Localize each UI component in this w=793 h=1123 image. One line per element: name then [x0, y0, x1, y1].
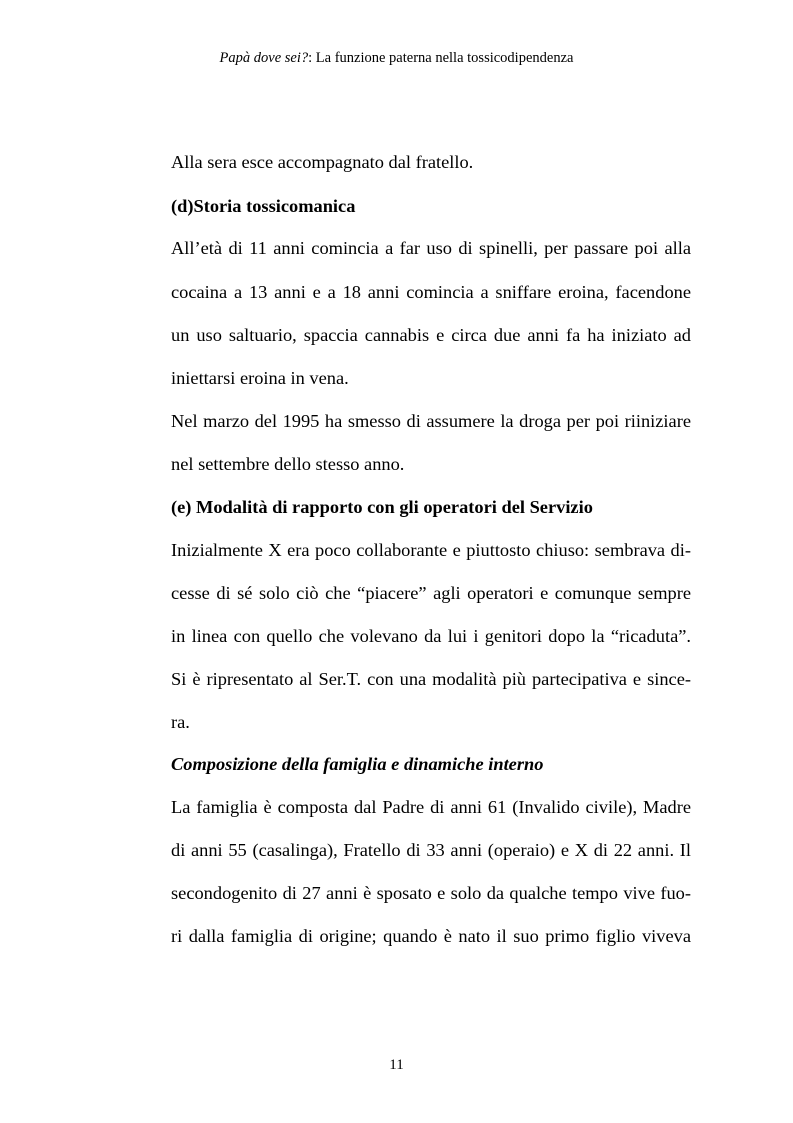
section-heading-storia-tossicomanica: (d)Storia tossicomanica [171, 196, 356, 216]
body-line: La famiglia è composta dal Padre di anni 61 (Invalido civile), Madre [171, 797, 691, 817]
body-line: Alla sera esce accompagnato dal fratello. [171, 152, 474, 172]
body-line: cesse di sé solo ciò che “piacere” agli operatori e comunque sempre [171, 583, 691, 603]
body-line: Nel marzo del 1995 ha smesso di assumere la droga per poi riiniziare [171, 411, 691, 431]
body-line: Inizialmente X era poco collaborante e piuttosto chiuso: sembrava di- [171, 540, 691, 560]
body-line: ri dalla famiglia di origine; quando è nato il suo primo figlio viveva [171, 926, 691, 946]
body-line: ra. [171, 712, 190, 732]
body-line: Si è ripresentato al Ser.T. con una modalità più partecipativa e since- [171, 669, 691, 689]
running-header-subtitle: : La funzione paterna nella tossicodipendenza [308, 50, 574, 66]
running-header-title: Papà dove sei? [219, 50, 309, 66]
running-header [0, 49, 793, 67]
body-line: secondogenito di 27 anni è sposato e solo da qualche tempo vive fuo- [171, 883, 691, 903]
body-line: cocaina a 13 anni e a 18 anni comincia a sniffare eroina, facendone [171, 282, 691, 302]
body-line: nel settembre dello stesso anno. [171, 454, 405, 474]
page-number: 11 [389, 1057, 404, 1073]
body-line: di anni 55 (casalinga), Fratello di 33 anni (operaio) e X di 22 anni. Il [171, 840, 691, 860]
body-line: un uso saltuario, spaccia cannabis e circa due anni fa ha iniziato ad [171, 325, 691, 345]
body-line: in linea con quello che volevano da lui i genitori dopo la “ricaduta”. [171, 626, 691, 646]
section-heading-composizione-famiglia: Composizione della famiglia e dinamiche interno [171, 754, 544, 774]
section-heading-modalita-rapporto: (e) Modalità di rapporto con gli operatori del Servizio [171, 497, 593, 517]
body-line: All’età di 11 anni comincia a far uso di spinelli, per passare poi alla [171, 238, 691, 258]
body-line: iniettarsi eroina in vena. [171, 368, 349, 388]
